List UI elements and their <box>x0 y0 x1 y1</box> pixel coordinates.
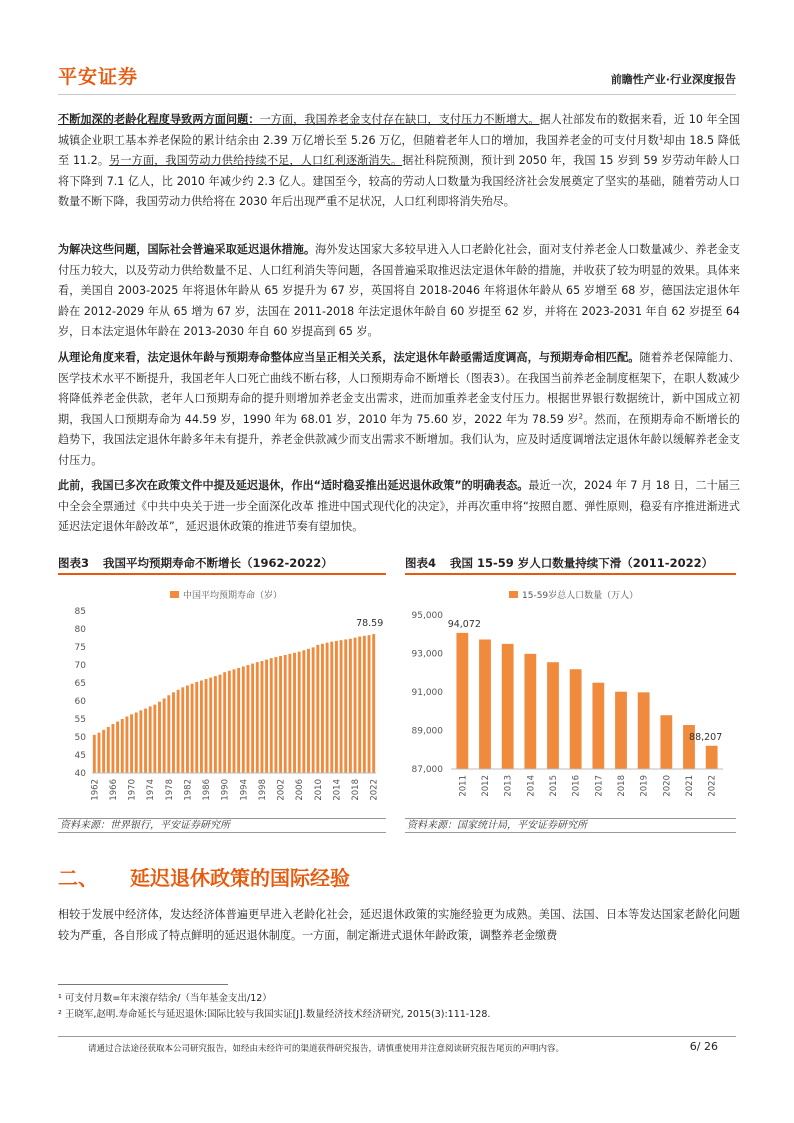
x-tick-label: 2022 <box>369 779 380 801</box>
bar <box>102 730 105 773</box>
working-age-population-chart <box>405 577 736 817</box>
bar <box>191 684 194 773</box>
text-segment: 相较于发展中经济体，发达经济体普遍更早进入老龄化社会，延迟退休政策的实施经验更为成熟。美国、法国、日本等发达国家老龄化问题较为严重，各自形成了特点鲜明的延迟退休制度。一方面，制定渐进式退休年龄政策，调整养老金缴费 <box>58 908 740 942</box>
bar <box>307 649 310 773</box>
x-tick-label: 2018 <box>351 779 362 801</box>
bar <box>288 654 291 773</box>
x-tick-label: 2022 <box>707 775 718 797</box>
x-tick-label: 2012 <box>481 775 491 797</box>
x-tick-label: 2013 <box>503 775 514 797</box>
bar <box>660 715 672 769</box>
bar <box>344 639 347 773</box>
legend-label: 15-59岁总人口数量（万人） <box>522 591 639 601</box>
bar <box>186 686 189 773</box>
footer-disclaimer: 请通过合法途径获取本公司研究报告，如经由未经许可的渠道获得研究报告，请慎重使用并注意阅读研究报告尾页的声明内容。 <box>88 1044 565 1054</box>
paragraph-lead: 从理论角度来看，法定退休年龄与预期寿命整体应当呈正相关关系，法定退休年龄亟需适度调高，与预期寿命相匹配。 <box>58 351 640 364</box>
x-tick-label: 1970 <box>127 779 138 801</box>
bar <box>195 682 198 773</box>
bar <box>130 714 133 773</box>
bar <box>260 661 263 773</box>
text-segment: 据社科院预测，预计到 2050 年，我国 15 岁到 59 岁劳动年龄人口将下降到 7.1 亿人，比 2010 年减少约 2.3 亿人。建国至今，较高的劳动人口数量为我国经济社会发展奠定了坚实的基础，随着劳动人口数量不断下降，我国劳动力供给将在 2030 年后出现严重不足状况，人口红利即将消失殆尽。 <box>58 154 740 209</box>
x-tick-label: 1982 <box>183 779 194 801</box>
section-heading <box>58 862 350 891</box>
bar <box>354 638 357 773</box>
paragraph-aging-problems <box>58 110 740 213</box>
bar <box>98 733 101 773</box>
bar <box>298 652 301 773</box>
bar <box>326 643 329 773</box>
y-tick-label: 85 <box>74 607 86 617</box>
bar <box>149 706 152 773</box>
bar <box>112 724 115 773</box>
y-tick-label: 50 <box>74 733 86 743</box>
bar <box>372 634 375 773</box>
report-category: 前瞻性产业·行业深度报告 <box>610 73 736 86</box>
text-segment: 据人社部发布的数据来看，近 10 年全国城镇企业职工基本养老保险的累计结余由 2.39 万亿增长至 5.26 万亿，但随着老年人口的增加，我国养老金的可支付月数 <box>58 113 740 147</box>
text-segment: 另一方面，我国劳动力供给持续不足，人口红利逐渐消失。 <box>109 154 403 168</box>
bar <box>706 746 718 769</box>
bar <box>302 650 305 773</box>
x-tick-label: 2020 <box>662 775 673 797</box>
bar <box>316 645 319 773</box>
bar <box>125 716 128 773</box>
x-tick-label: 1962 <box>90 779 101 801</box>
y-tick-label: 40 <box>74 769 86 779</box>
bar <box>368 635 371 773</box>
legend-swatch <box>170 591 179 598</box>
y-tick-label: 55 <box>74 715 86 725</box>
x-tick-label: 2019 <box>639 775 650 797</box>
legend-label: 中国平均预期寿命（岁） <box>183 591 283 601</box>
life-expectancy-chart <box>58 577 386 817</box>
x-tick-label: 1986 <box>202 779 213 801</box>
brand-logo-text: 平安证券 <box>58 66 139 88</box>
y-tick-label: 89,000 <box>411 726 443 737</box>
bar <box>363 636 366 773</box>
page-header <box>58 62 736 95</box>
y-tick-label: 70 <box>74 661 86 671</box>
bar <box>167 695 170 773</box>
footnote-2: ² 王晓军,赵明.寿命延长与延迟退休:国际比较与我国实证[J].数量经济技术经济研究, 2015(3):111-128. <box>58 1009 491 1020</box>
footnote-1: ¹ 可支付月数=年末滚存结余/（当年基金支出/12） <box>58 993 272 1004</box>
paragraph-lead: 此前，我国已多次在政策文件中提及延迟退休，作出“适时稳妥推出延迟退休政策”的明确表态。 <box>58 479 529 492</box>
text-segment: 海外发达国家大多较早进入人口老龄化社会，面对支付养老金人口数量减少、养老金支付压力较大，以及劳动力供给数量不足、人口红利消失等问题，各国普遍采取推迟法定退休年龄的措施，并收获了较为明显的效果。具体来看，美国自 2003-2025 年将退休年龄从 65 岁提升为 67 岁，英国将自 2018-2046 年将退休年龄从 65 岁增至 68 岁，德国法定退休年龄在 2012-2029 年从 65 增为 67 岁，法国在 2011-2018 年法定退休年龄自 60 岁提至 62 岁，并将在 2023-2031 年自 62 岁提至 64 岁，日本法定退休年龄在 2013-2030 年自 60 岁提高到 65 岁。 <box>58 243 740 339</box>
bar <box>158 702 161 773</box>
x-tick-label: 2006 <box>295 779 306 801</box>
bar <box>279 656 282 773</box>
bar <box>524 654 536 769</box>
bar <box>547 662 559 769</box>
page-number: 6/ 26 <box>689 1040 718 1053</box>
bar <box>615 692 627 769</box>
paragraph-international-measures <box>58 240 740 343</box>
y-tick-label: 75 <box>74 643 86 653</box>
footnote-mark[interactable]: 2 <box>578 412 584 421</box>
bar <box>242 666 245 773</box>
x-tick-label: 1998 <box>257 779 268 801</box>
bar <box>321 644 324 773</box>
bar <box>116 722 119 773</box>
bar <box>274 657 277 773</box>
data-label-first: 94,072 <box>447 618 481 630</box>
bar <box>181 687 184 773</box>
x-tick-label: 2021 <box>685 775 695 797</box>
bar <box>121 719 124 773</box>
bar <box>205 679 208 773</box>
y-tick-label: 80 <box>74 625 86 635</box>
x-tick-label: 2014 <box>526 775 537 797</box>
footnote-mark[interactable]: 1 <box>658 132 664 141</box>
data-label-last: 88,207 <box>689 731 723 743</box>
bar <box>172 692 175 773</box>
text-segment: 。然而，在预期寿命不断增长的趋势下，我国法定退休年龄多年未有提升，养老金供款减少而支出需求不断增加。我们认为，应及时适度调增法定退休年龄以缓解养老金支付压力。 <box>58 412 740 467</box>
figure3-number: 图表3 <box>58 556 90 570</box>
bar <box>209 678 212 773</box>
footer-divider <box>58 1036 736 1037</box>
bar <box>107 727 110 773</box>
bar <box>223 672 226 773</box>
legend-swatch <box>509 591 518 598</box>
text-segment: 却由 18.5 降低至 11.2。 <box>58 133 740 168</box>
text-segment: 随着养老保障能力、医学技术水平不断提升，我国老年人口死亡曲线不断右移，人口预期寿命不断增长（图表3）。在我国当前养老金制度框架下，在职人数减少将降低养老金供款，老年人口预期寿命的提升则增加养老金支出需求，进而加重养老金支付压力。根据世界银行数据统计，新中国成立初期，我国人口预期寿命为 44.59 岁，1990 年为 68.01 岁，2010 年为 75.60 岁，2022 年为 78.59 岁 <box>58 351 740 426</box>
bar <box>135 713 138 773</box>
x-tick-label: 1990 <box>220 779 231 801</box>
figure4-title-bar <box>405 553 736 575</box>
bar <box>247 665 250 773</box>
y-tick-label: 87,000 <box>411 765 443 775</box>
section-title: 延迟退休政策的国际经验 <box>130 866 350 890</box>
bar <box>251 664 254 773</box>
bar <box>233 669 236 773</box>
paragraph-theory <box>58 348 740 472</box>
bar <box>312 647 315 773</box>
figure4-source: 资料来源：国家统计局，平安证券研究所 <box>405 818 736 833</box>
bar <box>293 653 296 773</box>
text-segment: 最近一次，2024 年 7 月 18 日，二十届三中全会全票通过《中共中央关于进一步全面深化改革 推进中国式现代化的决定》，并再次重申将“按照自愿、弹性原则，稳妥有序推进渐进式延迟法定退休年龄改革”，延迟退休政策的推进节奏有望加快。 <box>58 479 741 534</box>
figure3-title-bar <box>58 553 386 575</box>
y-tick-label: 91,000 <box>411 688 443 698</box>
data-label-last: 78.59 <box>356 618 384 630</box>
bar <box>177 690 180 773</box>
bar <box>570 669 582 769</box>
x-tick-label: 1974 <box>146 779 157 801</box>
bar <box>479 640 491 769</box>
figure3-source: 资料来源：世界银行，平安证券研究所 <box>58 818 386 833</box>
bar <box>144 709 147 773</box>
paragraph-lead: 不断加深的老龄化程度导致两方面问题： <box>58 113 260 126</box>
bar <box>340 640 343 773</box>
figure3-chart <box>58 577 386 817</box>
bar <box>265 660 268 773</box>
paragraph-developed-economies <box>58 905 740 946</box>
bar <box>93 735 96 773</box>
x-tick-label: 2002 <box>276 779 287 801</box>
section-number: 二、 <box>58 866 98 890</box>
bar <box>284 655 287 773</box>
bar <box>153 705 156 773</box>
bar <box>139 710 142 773</box>
bar <box>592 683 604 769</box>
bar <box>270 658 273 773</box>
y-tick-label: 93,000 <box>411 649 443 660</box>
bar <box>237 668 240 773</box>
bar <box>219 675 222 773</box>
y-tick-label: 65 <box>74 679 86 689</box>
x-tick-label: 2014 <box>332 779 343 801</box>
bar <box>358 637 361 773</box>
figure4-number: 图表4 <box>405 556 437 570</box>
x-tick-label: 2016 <box>571 775 582 797</box>
x-tick-label: 2018 <box>617 775 627 797</box>
figure4-title: 我国 15-59 岁人口数量持续下滑（2011-2022） <box>450 556 714 570</box>
bar <box>349 639 352 773</box>
y-tick-label: 45 <box>74 751 86 761</box>
paragraph-policy <box>58 476 740 538</box>
bar <box>228 671 231 773</box>
paragraph-lead: 为解决这些问题，国际社会普遍采取延迟退休措施。 <box>58 243 316 256</box>
bar <box>200 680 203 773</box>
bar <box>163 698 166 773</box>
bar <box>335 641 338 773</box>
footnote-divider <box>58 984 228 985</box>
x-tick-label: 1978 <box>164 779 175 801</box>
bar <box>638 692 650 769</box>
x-tick-label: 2011 <box>458 775 469 797</box>
bar <box>330 642 333 773</box>
y-tick-label: 95,000 <box>411 611 443 621</box>
text-segment: 一方面，我国养老金支付存在缺口，支付压力不断增大。 <box>259 113 540 126</box>
bar <box>502 644 514 769</box>
figure4-chart <box>405 577 736 817</box>
x-tick-label: 2010 <box>313 779 324 801</box>
x-tick-label: 2017 <box>594 775 605 797</box>
y-tick-label: 60 <box>74 697 86 707</box>
x-tick-label: 1994 <box>239 779 250 801</box>
bar <box>256 662 259 773</box>
x-tick-label: 2015 <box>549 775 559 797</box>
x-tick-label: 1966 <box>108 779 119 801</box>
bar <box>456 633 468 769</box>
figure3-title: 我国平均预期寿命不断增长（1962-2022） <box>103 556 333 570</box>
bar <box>214 676 217 773</box>
